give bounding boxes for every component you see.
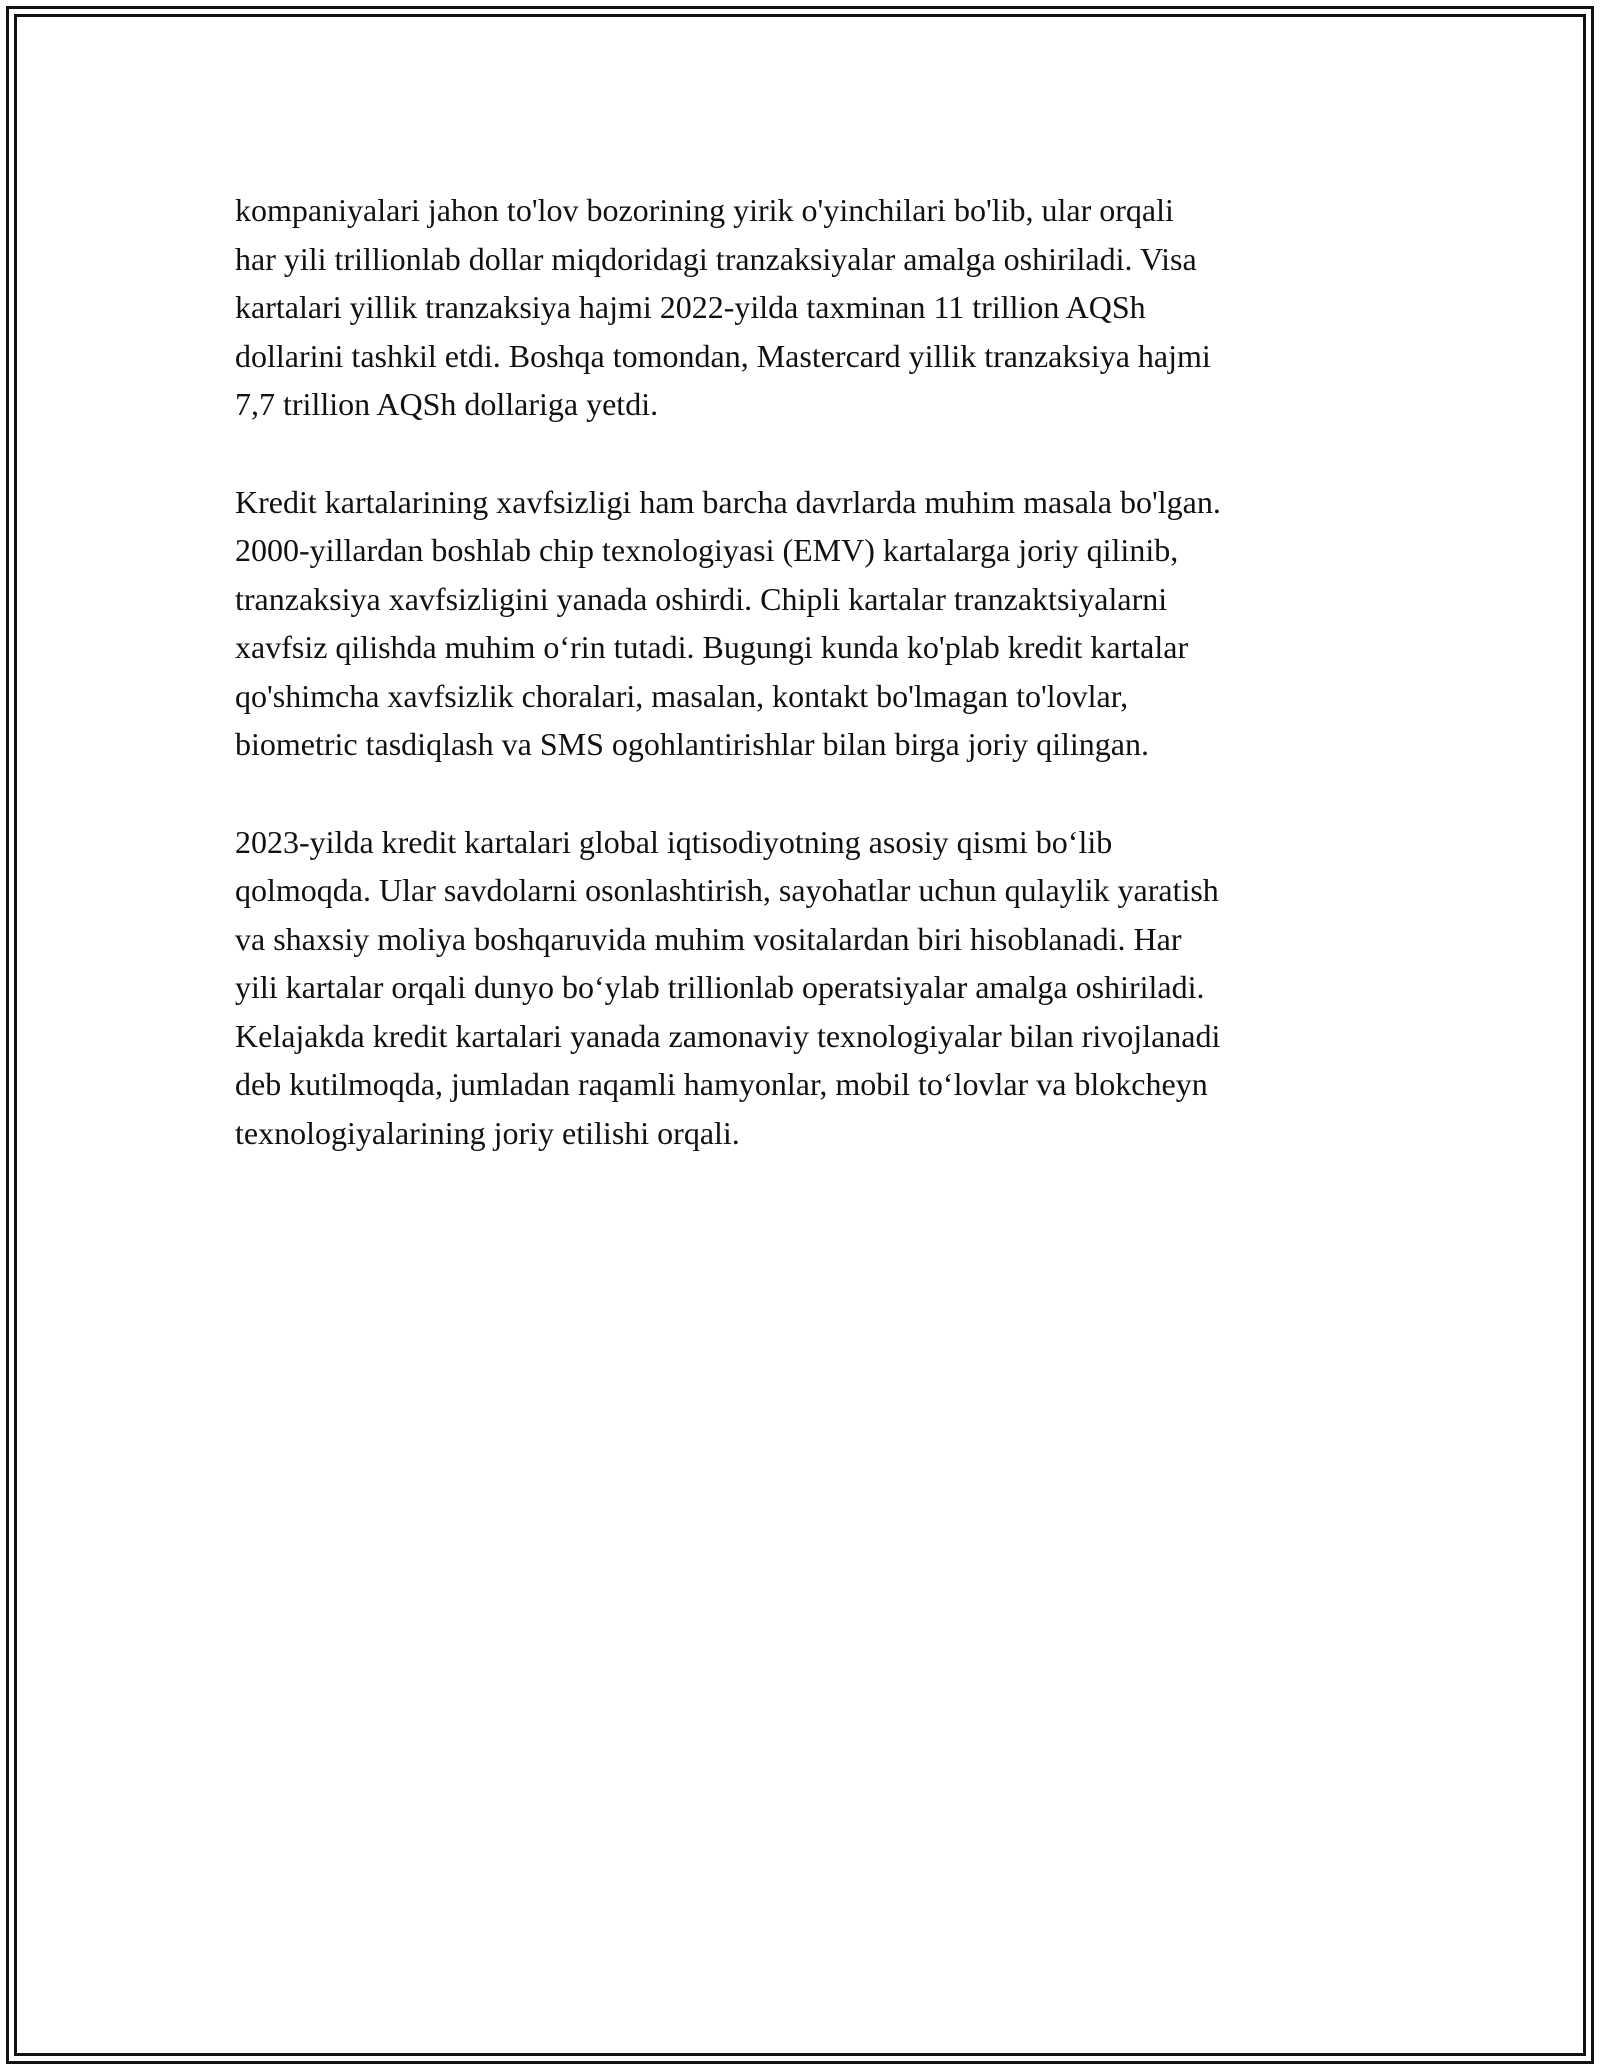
paragraph-card-security: Kredit kartalarining xavfsizligi ham barcha davrlarda muhim masala bo'lgan. 2000-yillardan boshlab chip texnologiyasi (EMV) kartalarga joriy qilinib, tranzaksiya xavfsizligini yanada oshirdi. Chipli kartalar tranzaktsiyalarni xavfsiz qilishda muhim o‘rin tutadi. Bugungi kunda ko'plab kredit kartalar qo'shimcha xavfsizlik choralari, masalan, kontakt bo'lmagan to'lovlar, biometric tasdiqlash va SMS ogohlantirishlar bilan birga joriy qilingan. [235, 483, 1221, 762]
document-body [235, 186, 1385, 1206]
paragraph-card-future: 2023-yilda kredit kartalari global iqtisodiyotning asosiy qismi bo‘lib qolmoqda. Ular savdolarni osonlashtirish, sayohatlar uchun qulaylik yaratish va shaxsiy moliya boshqaruvida muhim vositalardan biri hisoblanadi. Har yili kartalar orqali dunyo bo‘ylab trillionlab operatsiyalar amalga oshiriladi. Kelajakda kredit kartalari yanada zamonaviy texnologiyalar bilan rivojlanadi deb kutilmoqda, jumladan raqamli hamyonlar, mobil to‘lovlar va blokcheyn texnologiyalarining joriy etilishi orqali. [235, 823, 1221, 1151]
paragraph-card-networks: kompaniyalari jahon to'lov bozorining yirik o'yinchilari bo'lib, ular orqali har yili trillionlab dollar miqdoridagi tranzaksiyalar amalga oshiriladi. Visa kartalari yillik tranzaksiya hajmi 2022-yilda taxminan 11 trillion AQSh dollarini tashkil etdi. Boshqa tomondan, Mastercard yillik tranzaksiya hajmi 7,7 trillion AQSh dollariga yetdi. [235, 192, 1211, 422]
